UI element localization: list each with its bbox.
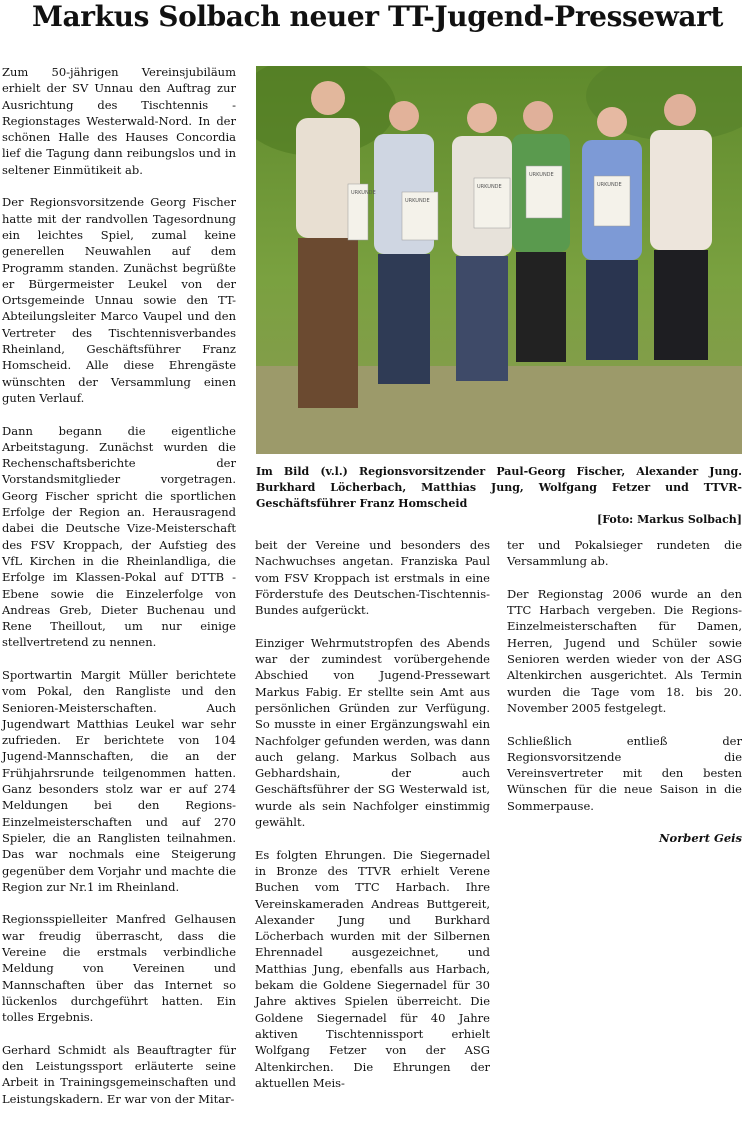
certificate-label: URKUNDE bbox=[477, 184, 502, 190]
paragraph: Dann begann die eigentliche Arbeitstagung. Zunächst wurden die Rechenschaftsberichte der Vorstandsmitglieder vorgetragen. Georg Fischer spricht die sportlichen Erfolge der Region an. Herausragend dabei die Deutsche Vize-Meisterschaft des FSV Kroppach, der Aufstieg des VfL Kirchen in die Rheinlandliga, die Erfolge im Klassen-Pokal auf DTTB - Ebene sowie die Einzelerfolge von Andreas Greb, Dieter Buchenau und Rene Theillout, um nur einige stellvertretend zu nennen. bbox=[2, 423, 236, 650]
article-column-1 bbox=[2, 64, 236, 1123]
paragraph: Einziger Wehrmutstropfen des Abends war der zumindest vorübergehende Abschied von Jugend-Pressewart Markus Fabig. Er stellte sein Amt aus persönlichen Gründen zur Verfügung. So musste in einer Ergänzungswahl ein Nachfolger gefunden werden, was dann auch gelang. Markus Solbach aus Gebhardshain, der auch Geschäftsführer der SG Westerwald ist, wurde als sein Nachfolger einstimmig gewählt. bbox=[255, 635, 490, 830]
article-column-3 bbox=[507, 537, 742, 863]
paragraph: Sportwartin Margit Müller berichtete vom Pokal, den Rangliste und den Senioren-Meisterschaften. Auch Jugendwart Matthias Leukel war sehr zufrieden. Er berichtete von 104 Jugend-Mannschaften, die an der Frühjahrsrunde teilgenommen hatten. Ganz besonders stolz war er auf 274 Meldungen bei den Regions-Einzelmeisterschaften und auf 270 Spieler, die an Ranglisten teilnahmen. Das war nochmals eine Steigerung gegenüber dem Vorjahr und machte die Region zur Nr.1 im Rheinland. bbox=[2, 667, 236, 894]
certificate-label: URKUNDE bbox=[405, 198, 430, 204]
paragraph: Zum 50-jährigen Vereinsjubiläum erhielt der SV Unnau den Auftrag zur Ausrichtung des Tischtennis - Regionstages Westerwald-Nord. In der schönen Halle des Hauses Concordia lief die Tagung dann reibungslos und in seltener Einmütikeit ab. bbox=[2, 65, 236, 177]
paragraph: Gerhard Schmidt als Beauftragter für den Leistungssport erläuterte seine Arbeit in Trainingsgemeinschaften und Leistungskadern. Er war von der Mitar- bbox=[2, 1042, 236, 1106]
group-photo-illustration bbox=[256, 66, 742, 454]
person-4 bbox=[512, 101, 570, 362]
paragraph: Der Regionstag 2006 wurde an den TTC Harbach vergeben. Die Regions-Einzelmeisterschaften für Damen, Herren, Jugend und Schüler sowie Senioren werden wieder von der ASG Altenkirchen ausgerichtet. Als Termin wurden die Tage vom 18. bis 20. November 2005 festgelegt. bbox=[507, 586, 742, 715]
certificate-label: URKUNDE bbox=[351, 190, 376, 196]
certificate-label: URKUNDE bbox=[597, 182, 622, 188]
photo-credit: [Foto: Markus Solbach] bbox=[597, 513, 742, 526]
certificate-label: URKUNDE bbox=[529, 172, 554, 178]
article-column-2 bbox=[255, 537, 490, 1107]
paragraph: Der Regionsvorsitzende Georg Fischer hatte mit der randvollen Tagesordnung ein leichtes Spiel, zumal keine generellen Neuwahlen auf dem Programm standen. Zunächst begrüßte er Bürgermeister Leukel von der Ortsgemeinde Unnau sowie den TT-Abteilungsleiter Marco Vaupel und den Vertreter des Tischtennisverbandes Rheinland, Geschäftsführer Franz Homscheid. Alle diese Ehrengäste wünschten der Versammlung einen guten Verlauf. bbox=[2, 195, 236, 405]
paragraph: ter und Pokalsieger rundeten die Versammlung ab. bbox=[507, 538, 742, 569]
person-5 bbox=[582, 107, 642, 360]
author-byline: Norbert Geis bbox=[659, 831, 742, 846]
headline: Markus Solbach neuer TT-Jugend-Pressewart bbox=[31, 0, 724, 33]
person-2 bbox=[374, 101, 434, 384]
paragraph: Regionsspielleiter Manfred Gelhausen war freudig überrascht, dass die Vereine die erstmals verbindliche Meldung von Vereinen und Mannschaften über das Internet so lückenlos durchgeführt hatten. Ein tolles Ergebnis. bbox=[2, 912, 236, 1025]
group-photo bbox=[256, 66, 742, 454]
paragraph: Schließlich entließ der Regionsvorsitzende die Vereinsvertreter mit den besten Wünschen für die neue Saison in die Sommerpause. bbox=[507, 733, 742, 813]
paragraph: Es folgten Ehrungen. Die Siegernadel in Bronze des TTVR erhielt Verene Buchen vom TTC Harbach. Ihre Vereinskameraden Andreas Buttgereit, Alexander Jung und Burkhard Löcherbach wurden mit der Silbernen Ehrennadel ausgezeichnet, und Matthias Jung, ebenfalls aus Harbach, bekam die Goldene Siegernadel für 30 Jahre aktives Spielen überreicht. Die Goldene Siegernadel für 40 Jahre aktiven Tischtennissport erhielt Wolfgang Fetzer von der ASG Altenkirchen. Die Ehrungen der aktuellen Meis- bbox=[255, 847, 490, 1090]
paragraph: beit der Vereine und besonders des Nachwuchses angetan. Franziska Paul vom FSV Kroppach ist erstmals in eine Förderstufe des Deutschen-Tischtennis-Bundes aufgerückt. bbox=[255, 538, 490, 618]
person-6 bbox=[650, 94, 712, 360]
person-1 bbox=[296, 81, 360, 408]
person-3 bbox=[452, 103, 512, 381]
caption-text: Im Bild (v.l.) Regionsvorsitzender Paul-Georg Fischer, Alexander Jung. Burkhard Löcherbach, Matthias Jung, Wolfgang Fetzer und TTVR-Geschäftsführer Franz Homscheid bbox=[256, 465, 742, 510]
photo-caption bbox=[256, 464, 742, 528]
